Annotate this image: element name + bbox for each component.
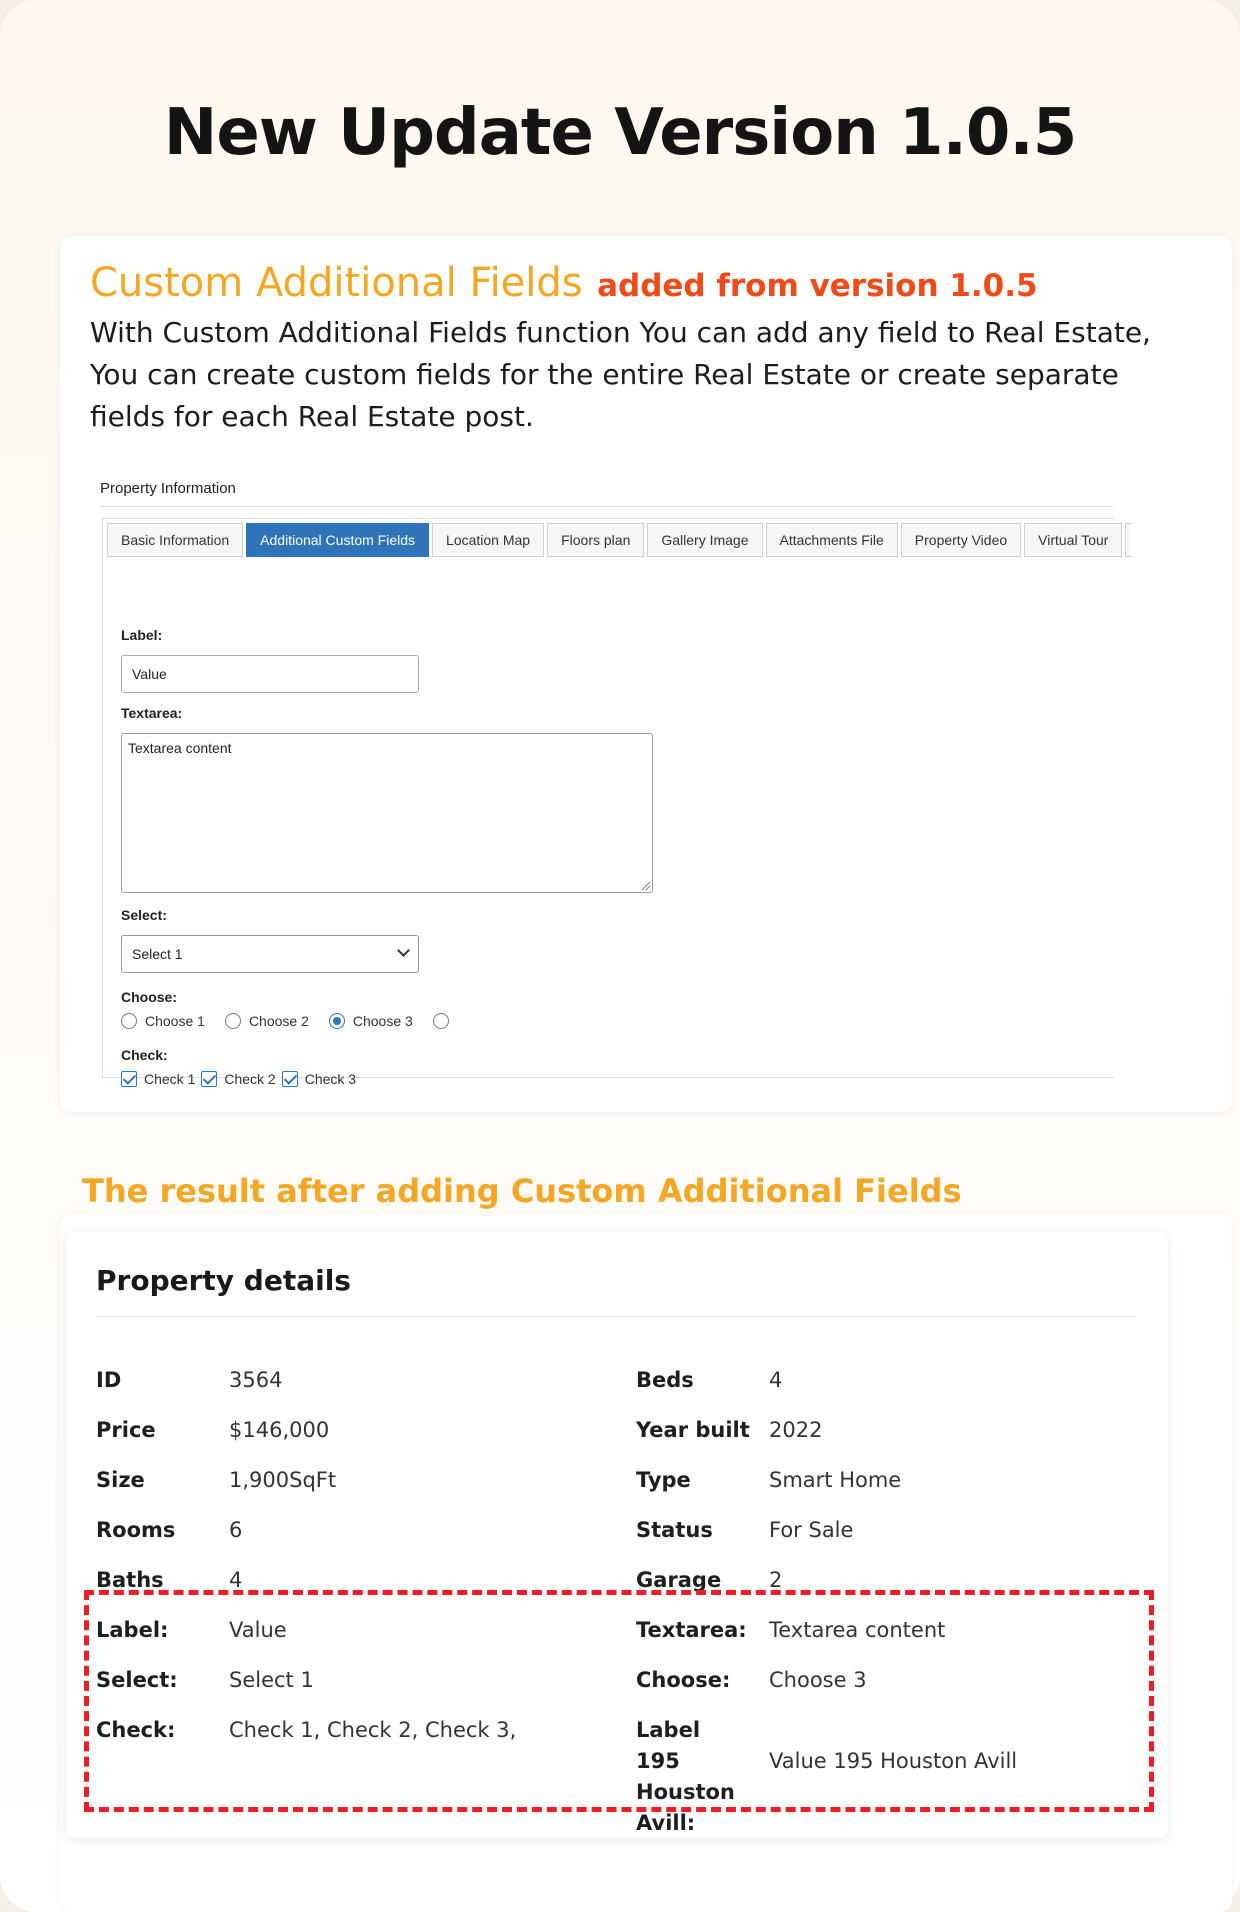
checkbox-option[interactable] [121, 1071, 195, 1087]
checkbox-label: Check 1 [144, 1071, 196, 1087]
select-dropdown[interactable] [121, 935, 419, 973]
detail-value: 4 [229, 1568, 243, 1592]
radio-option[interactable] [329, 1013, 413, 1029]
checkbox-checked-icon[interactable] [121, 1071, 137, 1087]
tab-additional-custom-fields[interactable]: Additional Custom Fields [246, 523, 429, 557]
detail-key: Baths [96, 1568, 164, 1592]
tab-location-map[interactable]: Location Map [432, 523, 544, 557]
page-title: New Update Version 1.0.5 [163, 96, 1077, 170]
radio-option[interactable] [225, 1013, 309, 1029]
resize-handle-icon[interactable] [642, 882, 650, 890]
choose-field-label: Choose: [121, 989, 177, 1005]
feature-card [60, 236, 1232, 1112]
tab-overflow[interactable] [1125, 523, 1131, 557]
tab-attachments-file[interactable]: Attachments File [766, 523, 898, 557]
panel-title: Property Information [100, 480, 236, 497]
detail-value: $146,000 [229, 1418, 330, 1442]
checkbox-label: Check 2 [224, 1071, 276, 1087]
textarea-content: Textarea content [128, 740, 232, 756]
select-field-label: Select: [121, 907, 167, 923]
detail-value: 2 [769, 1568, 783, 1592]
custom-fields-highlight [84, 1590, 1154, 1812]
tab-bar [107, 523, 1131, 557]
radio-label: Choose 3 [352, 1013, 413, 1029]
detail-key: Textarea: [636, 1618, 747, 1642]
detail-value: Value 195 Houston Avill [769, 1749, 1018, 1773]
checkbox-checked-icon[interactable] [201, 1071, 217, 1087]
check-field-label: Check: [121, 1047, 168, 1063]
detail-value: Textarea content [769, 1618, 946, 1642]
radio-icon[interactable] [433, 1013, 449, 1029]
detail-value: Choose 3 [769, 1668, 867, 1692]
feature-heading [90, 260, 1038, 306]
tab-virtual-tour[interactable]: Virtual Tour [1024, 523, 1122, 557]
detail-value: 2022 [769, 1418, 823, 1442]
radio-icon[interactable] [225, 1013, 241, 1029]
detail-value: Select 1 [229, 1668, 314, 1692]
detail-key: Size [96, 1468, 145, 1492]
chevron-down-icon [397, 944, 410, 957]
detail-value: Smart Home [769, 1468, 902, 1492]
detail-value: 3564 [229, 1368, 283, 1392]
detail-value: For Sale [769, 1518, 854, 1542]
feature-description: With Custom Additional Fields function You can add any field to Real Estate, You can create custom fields for the entire Real Estate or create separate fields for each Real Estate post. [90, 316, 1151, 433]
property-information-panel [100, 472, 1120, 1092]
radio-icon[interactable] [121, 1013, 137, 1029]
checkbox-option[interactable] [282, 1071, 356, 1087]
select-value: Select 1 [132, 946, 183, 962]
divider [100, 506, 1114, 507]
detail-key: ID [96, 1368, 122, 1392]
tab-gallery-image[interactable]: Gallery Image [647, 523, 762, 557]
detail-key: Choose: [636, 1668, 731, 1692]
detail-key: Select: [96, 1668, 178, 1692]
detail-key: Beds [636, 1368, 694, 1392]
detail-key: Label 195 Houston Avill: [636, 1718, 735, 1835]
details-title: Property details [96, 1264, 351, 1297]
checkbox-label: Check 3 [304, 1071, 357, 1087]
version-badge: added from version 1.0.5 [597, 268, 1038, 304]
tab-basic-information[interactable]: Basic Information [107, 523, 243, 557]
detail-value: Value [229, 1618, 287, 1642]
label-input[interactable]: Value [121, 655, 419, 693]
detail-value: 4 [769, 1368, 783, 1392]
radio-option[interactable] [433, 1013, 457, 1029]
checkbox-option[interactable] [201, 1071, 275, 1087]
checkbox-checked-icon[interactable] [282, 1071, 298, 1087]
label-field-label: Label: [121, 627, 163, 643]
detail-value: 6 [229, 1518, 243, 1542]
result-heading: The result after adding Custom Additional Fields [82, 1172, 962, 1210]
divider [96, 1316, 1136, 1317]
choose-radio-group [121, 1013, 477, 1029]
detail-key: Type [636, 1468, 691, 1492]
radio-option[interactable] [121, 1013, 205, 1029]
detail-key: Price [96, 1418, 156, 1442]
radio-selected-icon[interactable] [329, 1013, 345, 1029]
check-group [121, 1071, 362, 1087]
textarea-field-label: Textarea: [121, 705, 183, 721]
detail-key: Rooms [96, 1518, 176, 1542]
detail-value: Check 1, Check 2, Check 3, [229, 1718, 517, 1742]
detail-key: Status [636, 1518, 713, 1542]
radio-label: Choose 1 [145, 1013, 205, 1029]
detail-key: Garage [636, 1568, 722, 1592]
detail-key: Check: [96, 1718, 176, 1742]
detail-value: 1,900SqFt [229, 1468, 337, 1492]
detail-key: Year built [636, 1418, 750, 1442]
radio-label: Choose 2 [248, 1013, 309, 1029]
feature-title: Custom Additional Fields [90, 260, 583, 306]
tab-floors-plan[interactable]: Floors plan [547, 523, 644, 557]
detail-key: Label: [96, 1618, 169, 1642]
tab-property-video[interactable]: Property Video [901, 523, 1021, 557]
tab-container [102, 518, 1114, 1087]
textarea-input[interactable] [121, 733, 653, 893]
